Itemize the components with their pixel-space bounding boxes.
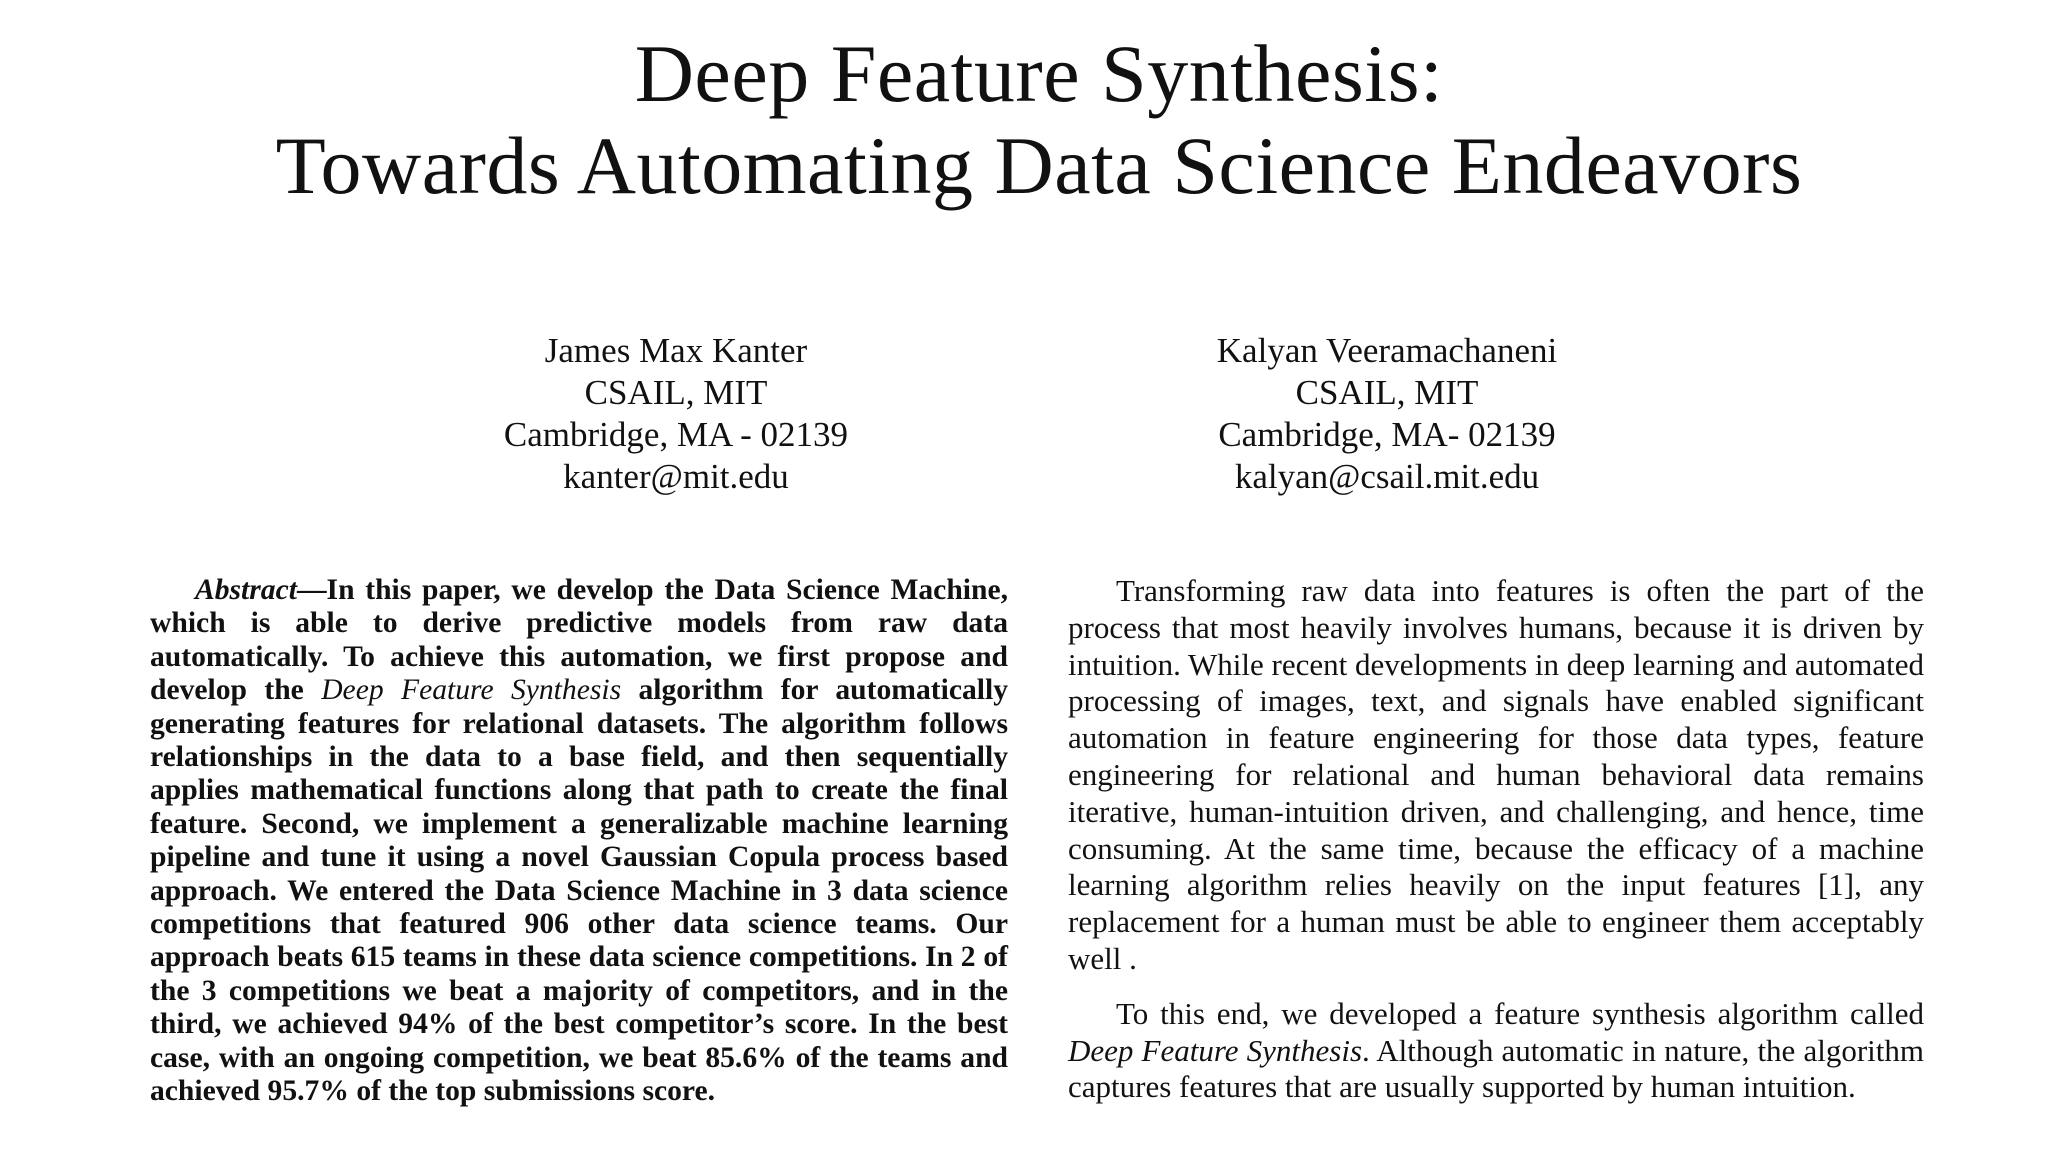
title-line-2: Towards Automating Data Science Endeavors (275, 120, 1803, 211)
author-affiliation: CSAIL, MIT (1295, 373, 1479, 412)
author-address: Cambridge, MA - 02139 (503, 415, 849, 454)
abstract-text-part2: algorithm for automatically generating features for relational datasets. The algorithm follows relationships in the data to a base field, and then sequentially applies mathematical functions along that path to create the final feature. Second, we implement a generalizable machine learning pipeline and tune it using a novel Gaussian Copula process based approach. We entered the Data Science Machine in 3 data science competitions that featured 906 other data science teams. Our approach beats 615 teams in these data science competitions. In 2 of the 3 competitions we beat a majority of competitors, and in the third, we achieved 94% of the best competitor’s score. In the best case, with an ongoing competition, we beat 85.6% of the teams and achieved 95.7% of the top submissions score. (150, 674, 1008, 1108)
paragraph2-part2: . Although automatic in nature, the algorithm captures features that are usually supported by human intuition. (1068, 1032, 1924, 1105)
body-paragraph-1: Transforming raw data into features is often the part of the process that most heavily involves humans, because it is driven by intuition. While recent developments in deep learning and automated processing of images, text, and signals have enabled significant automation in feature engineering for those data types, feature engineering for relational and human behavioral data remains iterative, human-intuition driven, and challenging, and hence, time consuming. At the same time, because the efficacy of a machine learning algorithm relies heavily on the input features [1], any replacement for a human must be able to engineer them acceptably well . (1068, 573, 1924, 976)
author-address: Cambridge, MA- 02139 (1218, 415, 1556, 454)
author-email: kanter@mit.edu (563, 457, 789, 496)
abstract-label: Abstract (195, 574, 297, 606)
abstract-text-part1: In this paper, we develop the Data Science Machine, which is able to derive predictive models from raw data automatically. To achieve this automation, we first propose and develop the (150, 574, 1008, 707)
paragraph2-part1: To this end, we developed a feature synthesis algorithm called (1116, 995, 1924, 1031)
body-paragraph-2 (1068, 996, 1924, 1106)
title-line-1: Deep Feature Synthesis: (634, 28, 1444, 119)
author-email: kalyan@csail.mit.edu (1234, 457, 1540, 496)
author-block-1 (376, 330, 976, 498)
author-block-2 (1087, 330, 1687, 498)
author-name: Kalyan Veeramachaneni (1216, 331, 1558, 370)
author-name: James Max Kanter (544, 331, 808, 370)
author-affiliation: CSAIL, MIT (584, 373, 768, 412)
paragraph2-term: Deep Feature Synthesis (1068, 1032, 1363, 1068)
abstract (150, 574, 1008, 1109)
paper-title (0, 28, 2048, 212)
body-column-right (1068, 573, 1924, 1124)
abstract-dash: — (296, 574, 327, 606)
abstract-term: Deep Feature Synthesis (321, 674, 622, 707)
